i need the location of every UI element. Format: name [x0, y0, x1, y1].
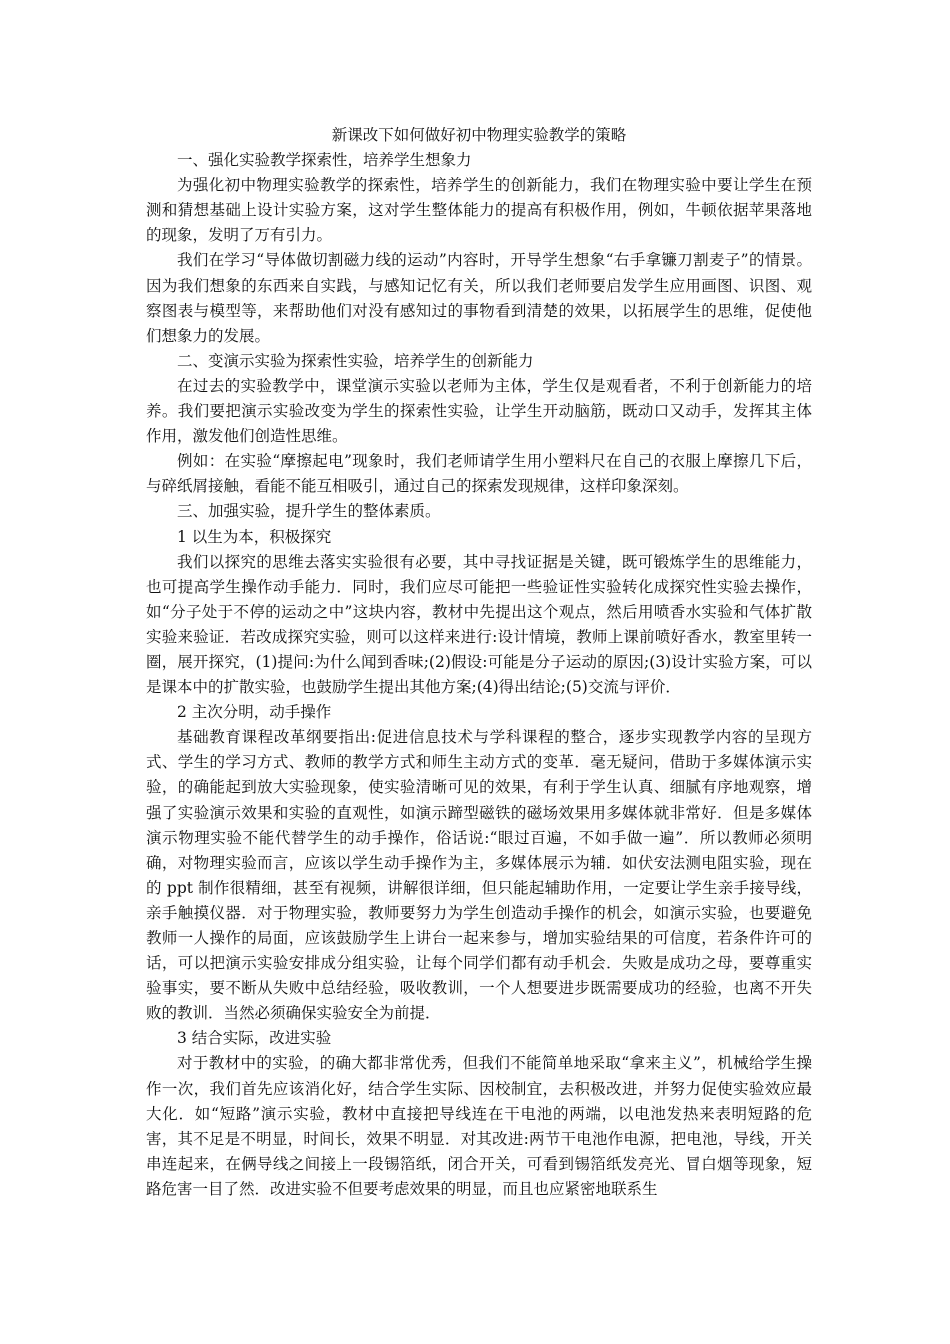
body-paragraph: 例如：在实验“摩擦起电”现象时，我们老师请学生用小塑料尺在自己的衣服上摩擦几下后，与碎纸屑接触，看能不能互相吸引，通过自己的探索发现规律，这样印象深刻。 [146, 452, 812, 496]
subsection-heading: 1 以生为本，积极探究 [177, 527, 332, 546]
body-paragraph: 在过去的实验教学中，课堂演示实验以老师为主体，学生仅是观看者，不利于创新能力的培养。我们要把演示实验改变为学生的探索性实验，让学生开动脑筋，既动口又动手，发挥其主体作用，激发他们创造性思维。 [146, 376, 812, 446]
body-paragraph: 基础教育课程改革纲要指出:促进信息技术与学科课程的整合，逐步实现教学内容的呈现方式、学生的学习方式、教师的教学方式和师生主动方式的变革．毫无疑问，借助于多媒体演示实验，的确能起到放大实验现象，使实验清晰可见的效果，有利于学生认真、细腻有序地观察，增强了实验演示效果和实验的直观性，如演示蹄型磁铁的磁场效果用多媒体就非常好．但是多媒体演示物理实验不能代替学生的动手操作，俗话说:“眼过百遍，不如手做一遍”．所以教师必须明确，对物理实验而言，应该以学生动手操作为主，多媒体展示为辅．如伏安法测电阻实验，现在的 ppt 制作很精细，甚至有视频，讲解很详细，但只能起辅助作用，一定要让学生亲手接导线，亲手触摸仪器．对于物理实验，教师要努力为学生创造动手操作的机会，如演示实验，也要避免教师一人操作的局面，应该鼓励学生上讲台一起来参与，增加实验结果的可信度，若条件许可的话，可以把演示实验安排成分组实验，让每个同学们都有动手机会．失败是成功之母，要尊重实验事实，要不断从失败中总结经验，吸收教训，一个人想要进步既需要成功的经验，也离不开失败的教训．当然必须确保实验安全为前提． [146, 728, 812, 1023]
document-title: 新课改下如何做好初中物理实验教学的策略 [331, 126, 627, 144]
section-heading: 一、强化实验教学探索性，培养学生想象力 [177, 151, 472, 170]
body-paragraph: 我们在学习“导体做切割磁力线的运动”内容时，开导学生想象“右手拿镰刀割麦子”的情景。因为我们想象的东西来自实践，与感知记忆有关，所以我们老师要启发学生应用画图、识图、观察图表与模型等，来帮助他们对没有感知过的事物看到清楚的效果，以拓展学生的思维，促使他们想象力的发展。 [146, 251, 812, 345]
body-paragraph: 对于教材中的实验，的确大都非常优秀，但我们不能简单地采取“拿来主义”，机械给学生操作一次，我们首先应该消化好，结合学生实际、因校制宜，去积极改进，并努力促使实验效应最大化．如“短路”演示实验，教材中直接把导线连在干电池的两端，以电池发热来表明短路的危害，其不足是不明显，时间长，效果不明显．对其改进:两节干电池作电源，把电池，导线，开关串连起来，在俩导线之间接上一段锡箔纸，闭合开关，可看到锡箔纸发亮光、冒白烟等现象，短路危害一目了然．改进实验不但要考虑效果的明显，而且也应紧密地联系生 [146, 1054, 812, 1198]
section-heading: 二、变演示实验为探索性实验，培养学生的创新能力 [177, 351, 534, 370]
subsection-heading: 2 主次分明，动手操作 [177, 703, 332, 722]
body-paragraph: 为强化初中物理实验教学的探索性，培养学生的创新能力，我们在物理实验中要让学生在预测和猜想基础上设计实验方案，这对学生整体能力的提高有积极作用，例如，牛顿依据苹果落地的现象，发明了万有引力。 [146, 176, 812, 245]
document-body [146, 123, 812, 1202]
body-paragraph: 我们以探究的思维去落实实验很有必要，其中寻找证据是关键，既可锻炼学生的思维能力，也可提高学生操作动手能力．同时，我们应尽可能把一些验证性实验转化成探究性实验去操作，如“分子处于不停的运动之中”这块内容，教材中先提出这个观点，然后用喷香水实验和气体扩散实验来验证．若改成探究实验，则可以这样来进行:设计情境，教师上课前喷好香水，教室里转一圈，展开探究，(1)提问:为什么闻到香味;(2)假设:可能是分子运动的原因;(3)设计实验方案，可以是课本中的扩散实验，也鼓励学生提出其他方案;(4)得出结论;(5)交流与评价． [146, 552, 812, 697]
section-heading: 三、加强实验，提升学生的整体素质。 [177, 502, 441, 521]
subsection-heading: 3 结合实际，改进实验 [177, 1029, 332, 1048]
